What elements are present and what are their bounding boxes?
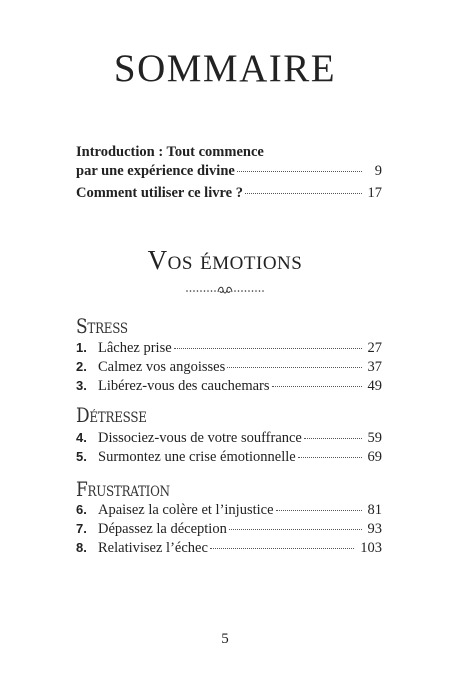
toc-item[interactable] [76,539,382,557]
item-number: 2. [76,359,87,374]
toc-item[interactable] [76,429,382,447]
toc-entry-introduction[interactable] [76,143,382,181]
dot-leader [174,348,362,349]
toc-item[interactable] [76,339,382,357]
toc-entry-title-line1: Introduction : Tout commence [76,144,264,160]
page-number: 5 [221,631,229,647]
toc-item[interactable] [76,448,382,466]
dot-leader [304,438,362,439]
dot-leader [227,367,361,368]
item-number: 1. [76,340,87,355]
decorative-flourish-icon [185,282,265,296]
toc-item[interactable] [76,520,382,538]
dot-leader [298,457,362,458]
item-number: 8. [76,540,87,555]
dot-leader [276,510,362,511]
toc-page-number: 37 [367,359,382,375]
item-number: 4. [76,430,87,445]
page-title: SOMMAIRE [113,47,337,90]
toc-page-number: 17 [367,185,382,201]
item-number: 6. [76,502,87,517]
category-heading-stress: Stress [76,314,128,338]
item-title: Apaisez la colère et l’injustice [98,502,274,518]
item-title: Dissociez-vous de votre souffrance [98,430,302,446]
item-title: Calmez vos angoisses [98,359,226,375]
item-number: 3. [76,378,87,393]
toc-entry-title-line2: par une expérience divine [76,163,235,179]
item-number: 5. [76,449,87,464]
toc-page-number: 103 [360,540,382,556]
dot-leader [237,171,362,172]
dot-leader [210,548,354,549]
toc-page-number: 81 [367,502,382,518]
toc-entry-comment-utiliser[interactable] [76,184,382,203]
section-title: Vos émotions [147,245,303,275]
item-title: Libérez-vous des cauchemars [98,378,270,394]
toc-item[interactable] [76,501,382,519]
toc-page-number: 49 [367,378,382,394]
toc-page-number: 93 [367,521,382,537]
dot-leader [245,193,362,194]
toc-page-number: 59 [367,430,382,446]
item-title: Dépassez la déception [98,521,227,537]
item-title: Relativisez l’échec [98,540,208,556]
category-heading-detresse: Détresse [76,403,147,427]
item-title: Lâchez prise [98,340,172,356]
toc-page-number: 9 [374,163,382,179]
item-number: 7. [76,521,87,536]
item-title: Surmontez une crise émotionnelle [98,449,296,465]
dot-leader [272,386,362,387]
toc-page-number: 69 [367,449,382,465]
dot-leader [229,529,362,530]
toc-page-number: 27 [367,340,382,356]
toc-item[interactable] [76,377,382,395]
category-heading-frustration: Frustration [76,477,170,501]
toc-item[interactable] [76,358,382,376]
toc-entry-title: Comment utiliser ce livre ? [76,185,243,201]
